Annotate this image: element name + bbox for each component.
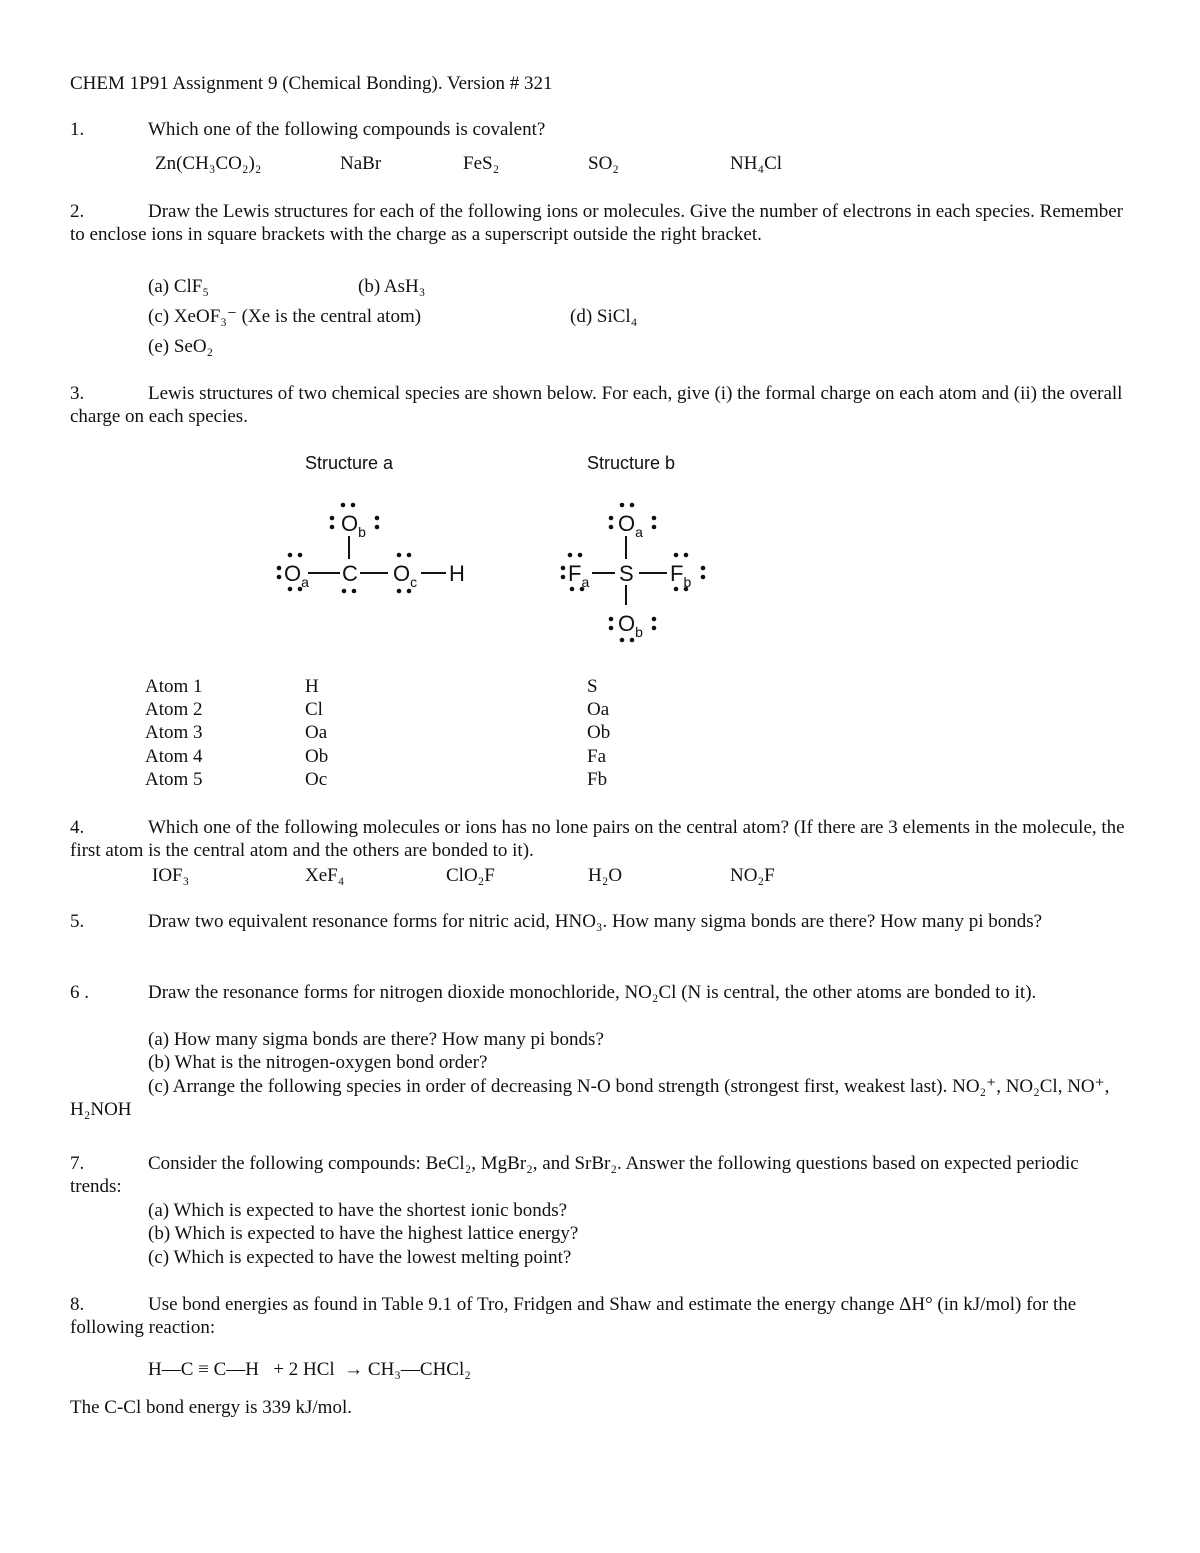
q1-text: Which one of the following compounds is covalent? <box>148 119 546 140</box>
q2-part-d: (d) SiCl₄ <box>570 306 638 327</box>
atom-row-a: Ob <box>305 746 329 767</box>
q2-part-c: (c) XeOF₃⁻ (Xe is the central atom) <box>148 306 422 327</box>
q5-text: Draw two equivalent resonance forms for nitric acid, HNO₃. How many sigma bonds are there? How many pi bonds? <box>148 911 1043 932</box>
q8-note: The C-Cl bond energy is 339 kJ/mol. <box>70 1397 352 1418</box>
q4-option-4: H₂O <box>588 865 623 886</box>
q2-part-a: (a) ClF₅ <box>148 276 209 297</box>
q1-option-1: Zn(CH₃CO₂)₂ <box>155 153 262 174</box>
q1-option-4: SO₂ <box>588 153 619 174</box>
atom-row-b: Ob <box>587 722 611 743</box>
q7-number: 7. <box>70 1153 85 1174</box>
structure-b-atom-fb: $F_b$ <box>670 561 692 590</box>
q4-option-2: XeF₄ <box>305 865 345 886</box>
structure-a-atom-oc: $O_c$ <box>393 561 418 590</box>
structure-a-title: Structure a <box>305 453 394 473</box>
atom-row-b: S <box>587 676 598 697</box>
q4-option-3: ClO₂F <box>446 865 495 886</box>
q7-text: Consider the following compounds: BeCl₂, MgBr₂, and SrBr₂. Answer the following questions based on expected periodic trends: <box>70 1153 1079 1197</box>
structure-a-atom-oa: $O_a$ <box>284 561 309 590</box>
q6-part-a: (a) How many sigma bonds are there? How many pi bonds? <box>148 1029 604 1050</box>
structure-a-atom-c: C <box>342 561 358 586</box>
q8-number: 8. <box>70 1294 85 1315</box>
page-title: CHEM 1P91 Assignment 9 (Chemical Bonding). Version # 321 <box>70 73 553 94</box>
q8-text: Use bond energies as found in Table 9.1 of Tro, Fridgen and Shaw and estimate the energy change ΔH° (in kJ/mol) for the following reaction: <box>70 1294 1077 1338</box>
q5-number: 5. <box>70 911 85 932</box>
structure-a-atom-ob: $O_b$ <box>341 511 366 540</box>
atom-row-a: Oc <box>305 769 328 790</box>
structure-b-atom-s: S <box>619 561 634 586</box>
q6-part-b: (b) What is the nitrogen-oxygen bond order? <box>148 1052 488 1073</box>
q2-part-e: (e) SeO₂ <box>148 336 214 357</box>
atom-row-a: Cl <box>305 699 323 720</box>
q8-reaction: H—C ≡ C—H + 2 HCl → CH₃—CHCl₂ <box>148 1359 471 1380</box>
structure-b-atom-fa: $F_a$ <box>568 561 590 590</box>
q2-text: Draw the Lewis structures for each of the following ions or molecules. Give the number of electrons in each species. Remember to enclose ions in square brackets with the charge as a superscript outside the right bracket. <box>70 201 1124 245</box>
q4-number: 4. <box>70 817 85 838</box>
structure-b-title: Structure b <box>587 453 676 473</box>
structure-b-atom-oa: $O_a$ <box>618 511 643 540</box>
q4-option-5: NO₂F <box>730 865 775 886</box>
structure-a-atom-h: H <box>449 561 465 586</box>
q7-part-a: (a) Which is expected to have the shortest ionic bonds? <box>148 1200 568 1221</box>
atom-row-b: Fa <box>587 746 606 767</box>
q4-text: Which one of the following molecules or ions has no lone pairs on the central atom? (If there are 3 elements in the molecule, the first atom is the central atom and the others are bonded to it). <box>70 817 1125 861</box>
atom-row-a: H <box>305 676 319 697</box>
atom-row-label: Atom 3 <box>145 722 203 743</box>
atom-row-label: Atom 2 <box>145 699 203 720</box>
q1-option-3: FeS₂ <box>463 153 500 174</box>
q1-option-5: NH₄Cl <box>730 153 783 174</box>
q3-number: 3. <box>70 383 85 404</box>
q6-part-c: (c) Arrange the following species in order of decreasing N-O bond strength (strongest first, weakest last). NO₂⁺, NO₂Cl, NO⁺, H₂NOH <box>70 1076 1110 1120</box>
q6-text: Draw the resonance forms for nitrogen dioxide monochloride, NO₂Cl (N is central, the other atoms are bonded to it). <box>148 982 1037 1003</box>
atom-row-b: Oa <box>587 699 610 720</box>
atom-row-label: Atom 4 <box>145 746 203 767</box>
q6-number: 6 . <box>70 982 89 1003</box>
q4-option-1: IOF₃ <box>152 865 190 886</box>
atom-row-label: Atom 5 <box>145 769 203 790</box>
q2-part-b: (b) AsH₃ <box>358 276 426 297</box>
structure-b-atom-ob: $O_b$ <box>618 611 643 640</box>
q3-text: Lewis structures of two chemical species are shown below. For each, give (i) the formal charge on each atom and (ii) the overall charge on each species. <box>70 383 1123 427</box>
atom-row-a: Oa <box>305 722 328 743</box>
q2-number: 2. <box>70 201 85 222</box>
q7-part-b: (b) Which is expected to have the highest lattice energy? <box>148 1223 579 1244</box>
atom-row-label: Atom 1 <box>145 676 203 697</box>
q1-number: 1. <box>70 119 85 140</box>
atom-row-b: Fb <box>587 769 608 790</box>
q7-part-c: (c) Which is expected to have the lowest melting point? <box>148 1247 572 1268</box>
q1-option-2: NaBr <box>340 153 382 174</box>
